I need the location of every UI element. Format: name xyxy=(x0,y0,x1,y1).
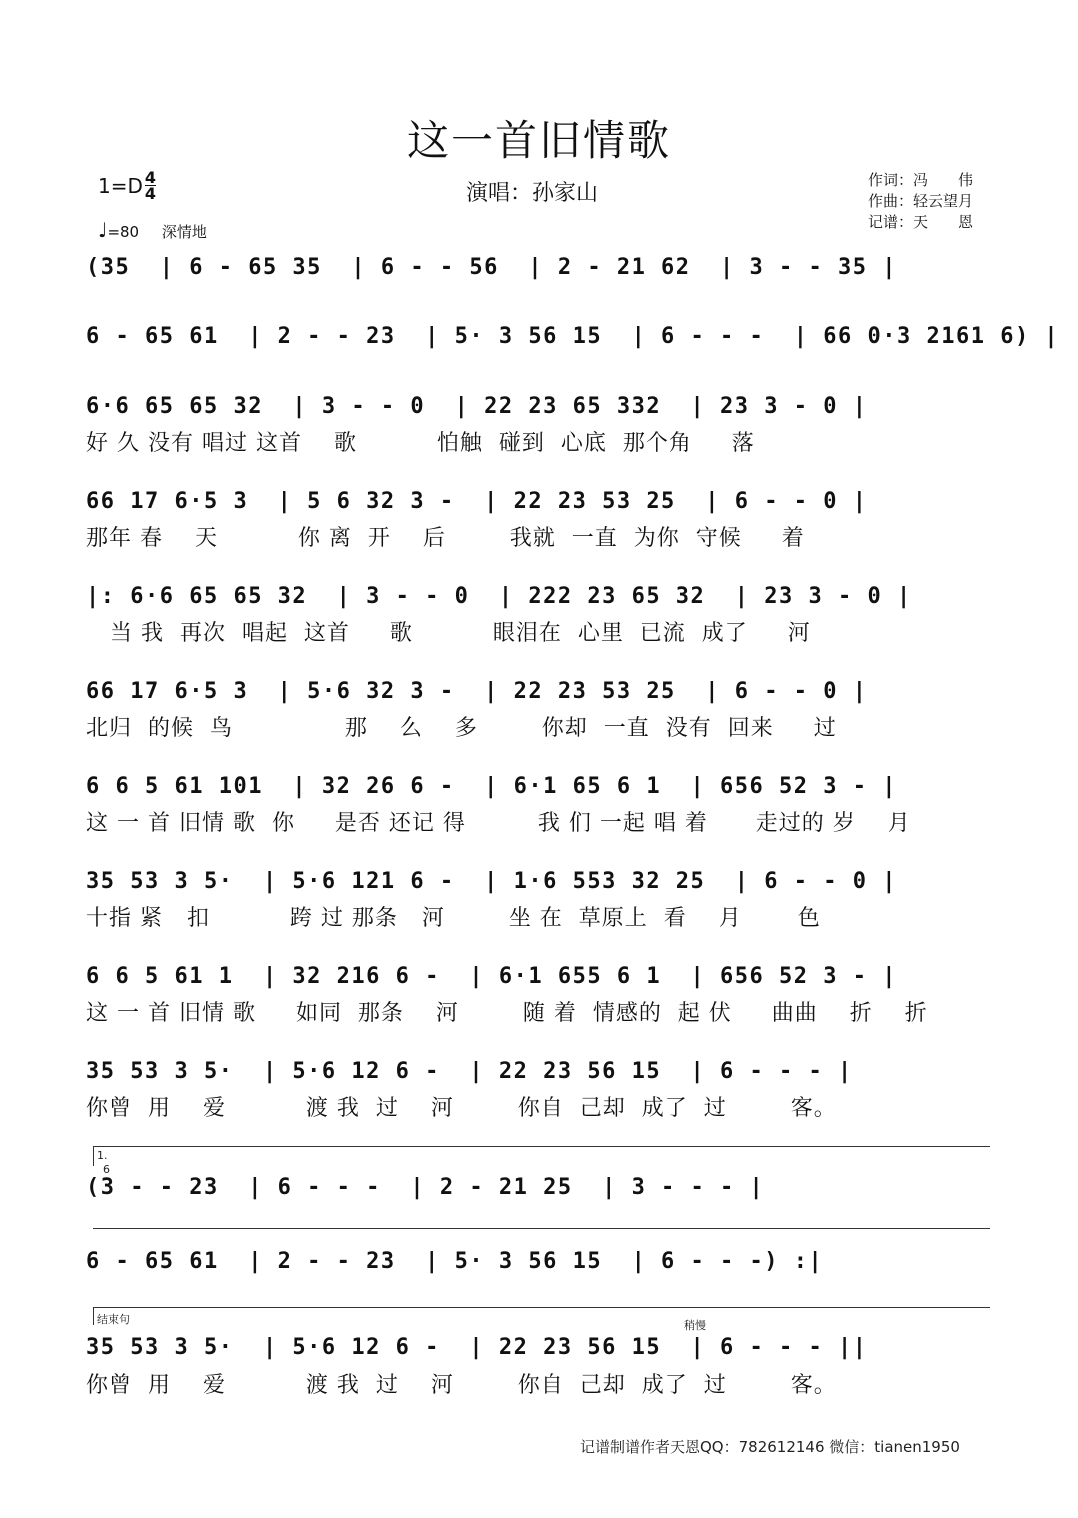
notation-row: 66 17 6·5 3 | 5 6 32 3 - | 22 23 53 25 | 6 - - 0 | xyxy=(86,489,868,514)
lyric-line: 你曾 用 爱 渡 我 过 河 你自 己却 成了 过 客。 xyxy=(86,1373,837,1398)
notation-row: (35 | 6 - 65 35 | 6 - - 56 | 2 - 21 62 | 3 - - 35 | xyxy=(86,255,897,280)
slow-marking: 稍慢 xyxy=(684,1319,706,1332)
lyric-line: 好 久 没有 唱过 这首 歌 怕触 碰到 心底 那个角 落 xyxy=(86,431,755,456)
ending-label: 结束句 xyxy=(97,1313,130,1326)
lyric-line: 这 一 首 旧情 歌 你 是否 还记 得 我 们 一起 唱 着 走过的 岁 月 xyxy=(86,811,911,836)
song-title: 这一首旧情歌 xyxy=(406,116,671,165)
time-signature xyxy=(145,170,156,201)
lyric-line xyxy=(86,288,996,320)
composer-credit: 作曲：轻云望月 xyxy=(868,192,974,210)
notation-row: 35 53 3 5· | 5·6 12 6 - | 22 23 56 15 | 6 - - - || xyxy=(86,1335,868,1360)
key-signature xyxy=(98,170,156,201)
ending-bracket-side xyxy=(93,1307,95,1325)
notation-row: |: 6·6 65 65 32 | 3 - - 0 | 222 23 65 32 | 23 3 - 0 | xyxy=(86,584,912,609)
notation-row: 35 53 3 5· | 5·6 121 6 - | 1·6 553 32 25 | 6 - - 0 | xyxy=(86,869,897,894)
notation-row: 6 - 65 61 | 2 - - 23 | 5· 3 56 15 | 6 - - -) :| xyxy=(86,1249,824,1274)
notation-row: 6 6 5 61 1 | 32 216 6 - | 6·1 655 6 1 | 656 52 3 - | xyxy=(86,964,897,989)
lyric-line: 当 我 再次 唱起 这首 歌 眼泪在 心里 已流 成了 河 xyxy=(86,621,811,646)
lyric-line: 这 一 首 旧情 歌 如同 那条 河 随 着 情感的 起 伏 曲曲 折 折 xyxy=(86,1001,928,1026)
lyric-line: 你曾 用 爱 渡 我 过 河 你自 己却 成了 过 客。 xyxy=(86,1096,837,1121)
tempo-marking xyxy=(98,218,207,242)
lyricist-credit: 作词：冯 伟 xyxy=(868,171,974,189)
time-top: 4 xyxy=(144,168,157,187)
transcriber-contact: 记谱制谱作者天恩QQ：782612146 微信：tianen1950 xyxy=(580,1438,960,1456)
lyric-line xyxy=(86,357,996,389)
notation-row: 6 6 5 61 101 | 32 26 6 - | 6·1 65 6 1 | 656 52 3 - | xyxy=(86,774,897,799)
volta-grace-note: 6 xyxy=(103,1163,110,1176)
volta-bracket-lower xyxy=(93,1228,990,1230)
time-bottom: 4 xyxy=(144,184,157,203)
lyric-line: 北归 的候 鸟 那 么 多 你却 一直 没有 回来 过 xyxy=(86,716,837,741)
volta-bracket xyxy=(93,1146,990,1148)
credits-block xyxy=(868,170,973,233)
notation-row: 6·6 65 65 32 | 3 - - 0 | 22 23 65 332 | 23 3 - 0 | xyxy=(86,394,868,419)
singer-credit: 演唱：孙家山 xyxy=(466,181,599,206)
notation-row: 35 53 3 5· | 5·6 12 6 - | 22 23 56 15 | 6 - - - | xyxy=(86,1059,853,1084)
ending-bracket xyxy=(93,1307,990,1309)
lyric-line: 十指 紧 扣 跨 过 那条 河 坐 在 草原上 看 月 色 xyxy=(86,906,821,931)
tempo-value: =80 xyxy=(107,223,140,241)
quarter-note-icon: ♩ xyxy=(98,218,108,242)
notation-row: (3 - - 23 | 6 - - - | 2 - 21 25 | 3 - - - | xyxy=(86,1175,765,1200)
volta-bracket-side xyxy=(93,1146,95,1166)
key-label: 1=D xyxy=(98,173,143,198)
expression-marking: 深情地 xyxy=(161,223,207,241)
transcriber-credit: 记谱：天 恩 xyxy=(868,213,974,231)
notation-row: 6 - 65 61 | 2 - - 23 | 5· 3 56 15 | 6 - - - | 66 0·3 2161 6) | xyxy=(86,324,1060,349)
notation-row: 66 17 6·5 3 | 5·6 32 3 - | 22 23 53 25 | 6 - - 0 | xyxy=(86,679,868,704)
lyric-line: 那年 春 天 你 离 开 后 我就 一直 为你 守候 着 xyxy=(86,526,805,551)
volta-label: 1. xyxy=(97,1149,108,1162)
